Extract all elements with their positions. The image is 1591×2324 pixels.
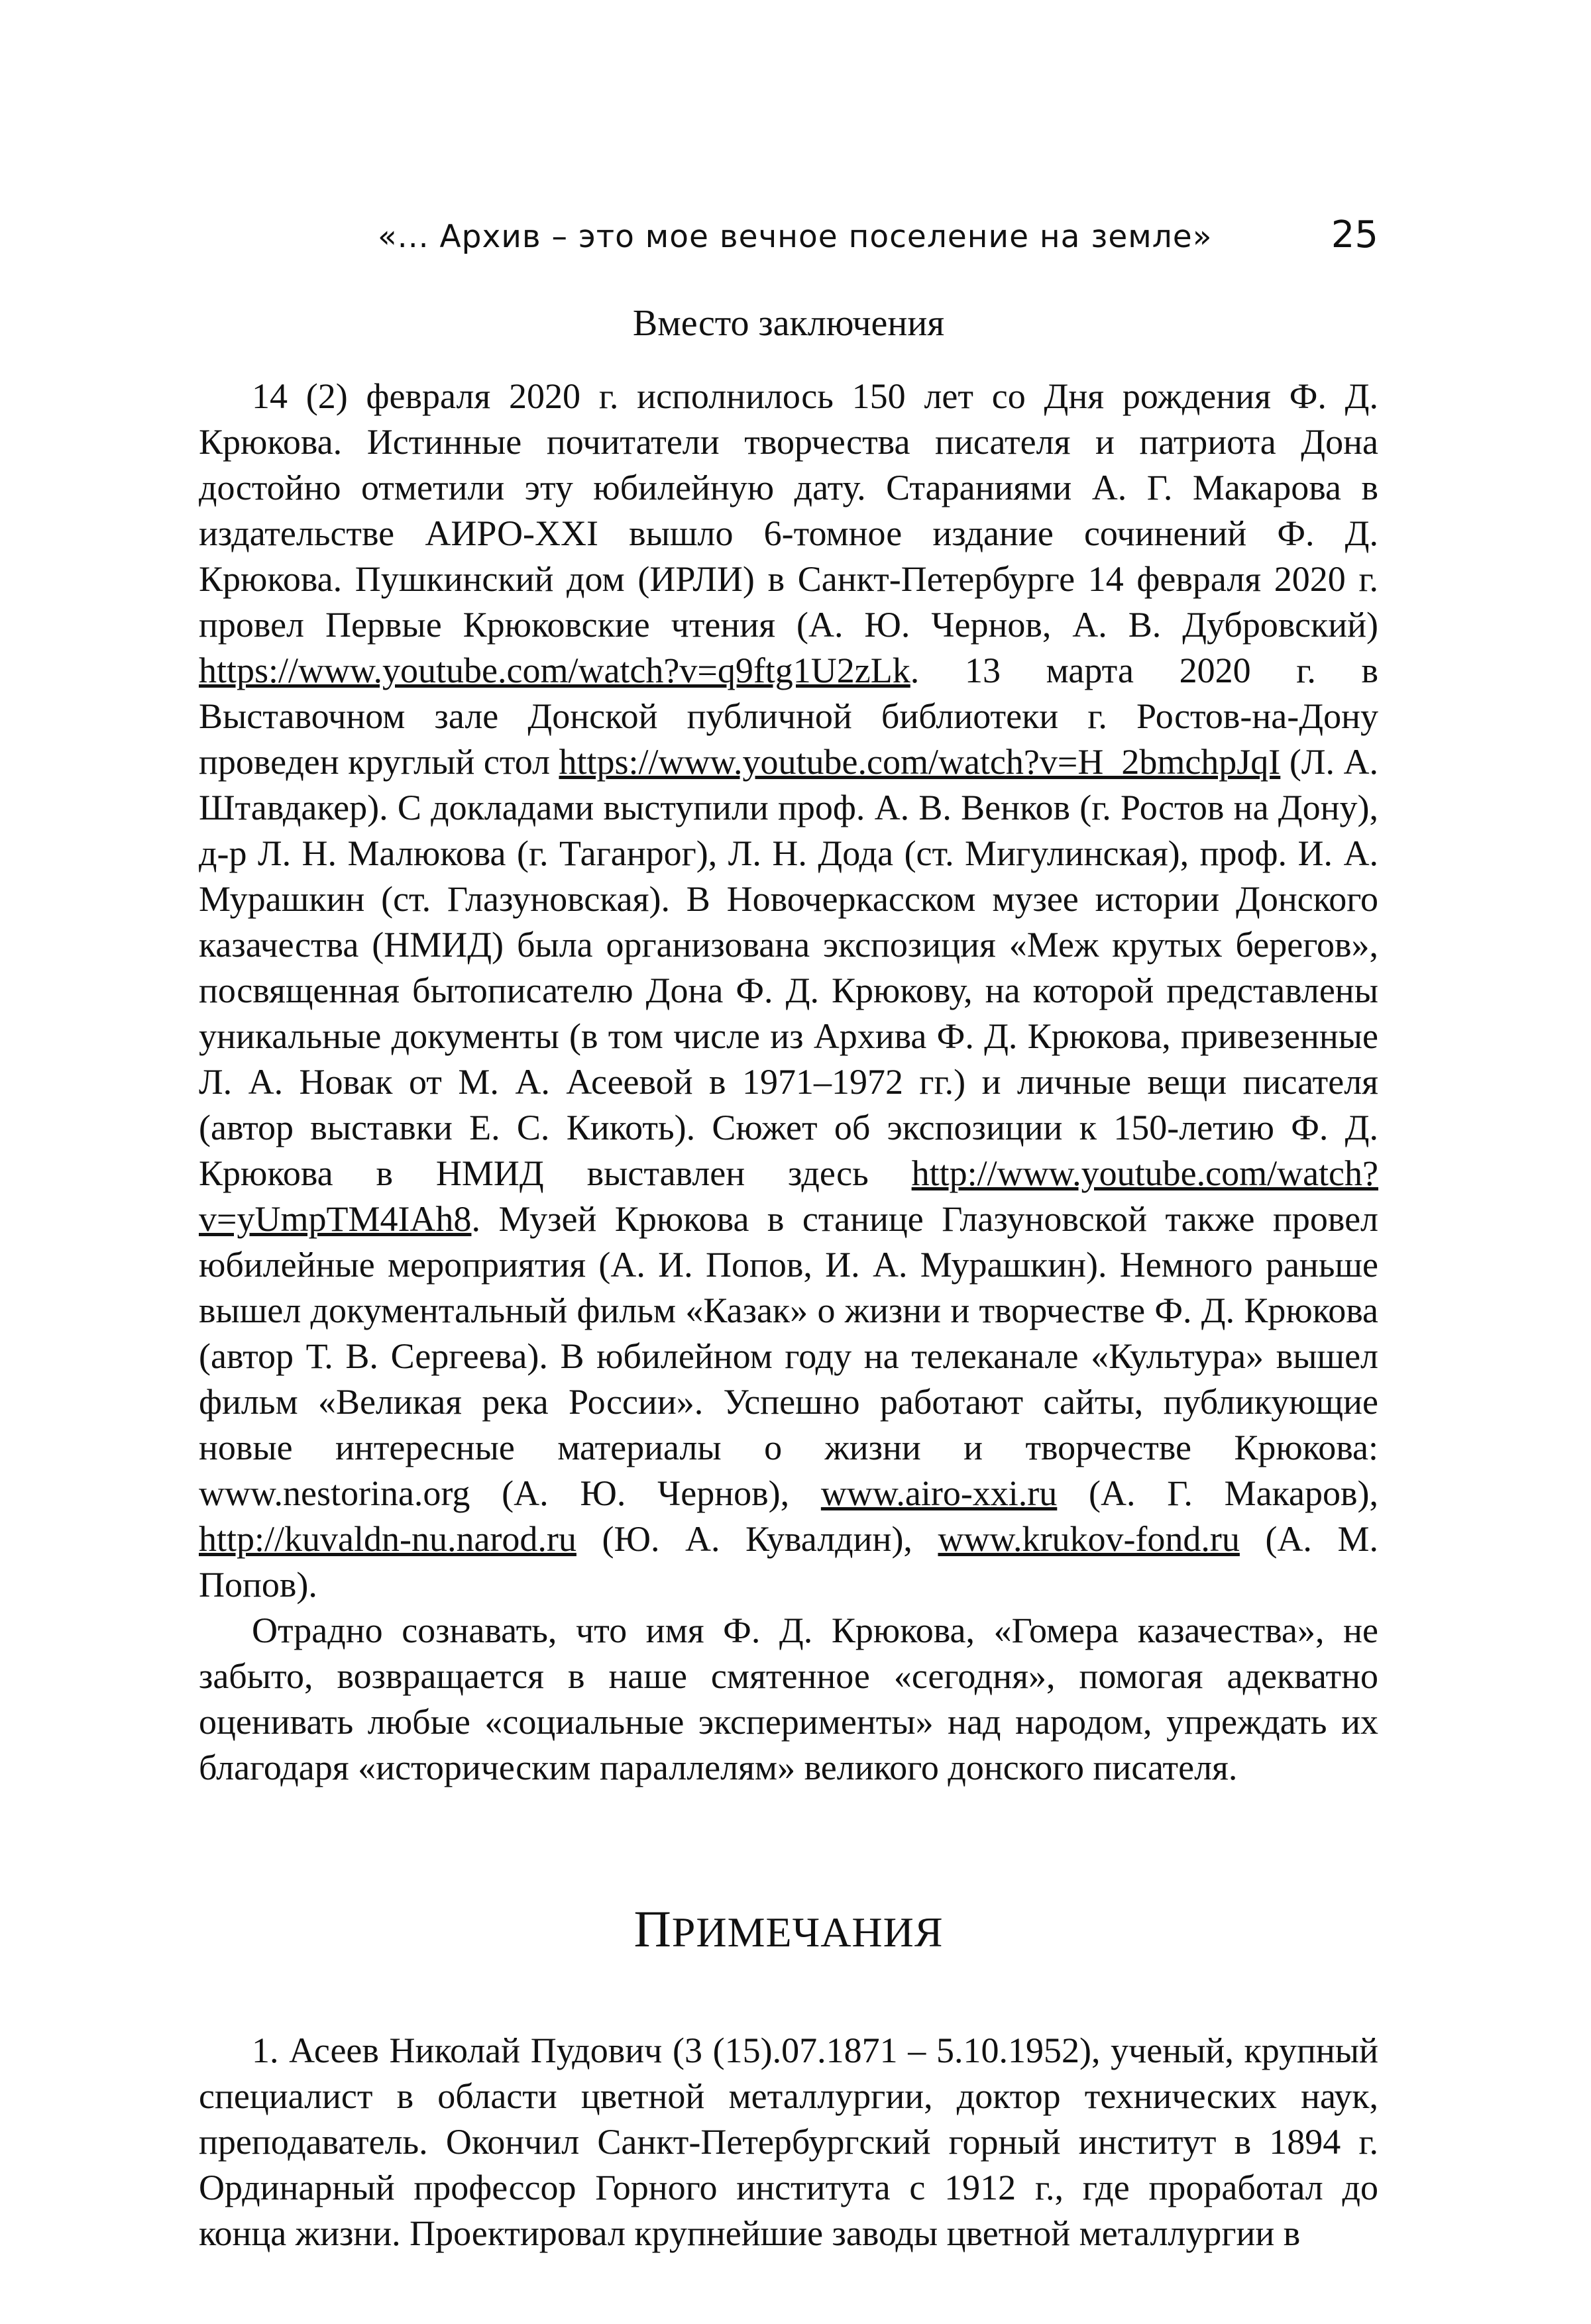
running-title: «... Архив – это мое вечное поселение на земле»	[378, 219, 1213, 255]
text-segment: (А. Г. Макаров),	[1057, 1473, 1378, 1513]
section-heading: Вместо заключения	[632, 303, 945, 344]
main-text	[199, 305, 1378, 2256]
text-segment: (Ю. А. Кувалдин),	[576, 1519, 938, 1559]
text-segment: 14 (2) февраля 2020 г. исполнилось 150 лет со Дня рождения Ф. Д. Крюкова. Истинные почитатели творчества писателя и патриота Дона достойно отметили эту юбилейную дату. Стараниями А. Г. Макарова в издательстве АИРО-XXI вышло 6-томное издание сочинений Ф. Д. Крюкова. Пушкинский дом (ИРЛИ) в Санкт-Петербурге 14 февраля 2020 г. провел Первые Крюковские чтения (А. Ю. Чернов, А. В. Дубровский)	[199, 376, 1378, 645]
paragraph-1	[199, 374, 1378, 1608]
link-krukov-fond[interactable]: www.krukov-fond.ru	[938, 1519, 1240, 1559]
link-youtube-2[interactable]: https://www.youtube.com/watch?v=H_2bmchpJqI	[559, 742, 1281, 782]
link-youtube-1[interactable]: https://www.youtube.com/watch?v=q9ftg1U2zLk	[199, 651, 910, 690]
text-segment: . Музей Крюкова в станице Глазуновской также провел юбилейные мероприятия (А. И. Попов, И. А. Мурашкин). Немного раньше вышел документальный фильм «Казак» о жизни и творчестве Ф. Д. Крюкова (автор Т. В. Сергеева). В юбилейном году на телеканале «Культура» вышел фильм «Великая река России». Успешно работают сайты, публикующие новые интересные материалы о жизни и творчестве Крюкова: www.nestorina.org (А. Ю. Чернов),	[199, 1199, 1378, 1513]
text-segment: (А. М. Попов).	[199, 1519, 1378, 1605]
paragraph-2: Отрадно сознавать, что имя Ф. Д. Крюкова, «Гомера казачества», не забыто, возвращается в наше смятенное «сегодня», помогая адекватно оценивать любые «социальные эксперименты» над народом, упреждать их благодаря «историческим параллелям» великого донского писателя.	[199, 1611, 1378, 1787]
note-1: 1. Асеев Николай Пудович (3 (15).07.1871 – 5.10.1952), ученый, крупный специалист в области цветной металлургии, доктор технических наук, преподаватель. Окончил Санкт-Петербургский горный институт в 1894 г. Ординарный профессор Горного института с 1912 г., где проработал до конца жизни. Проектировал крупнейшие заводы цветной металлургии в	[199, 2031, 1378, 2253]
notes-heading-rest: РИМЕЧАНИЯ	[671, 1909, 944, 1956]
text-segment: . 13 марта 2020 г. в Выставочном зале Донской публичной библиотеки г. Ростов-на-Дону проведен круглый стол	[199, 651, 1378, 782]
link-kuvaldn[interactable]: http://kuvaldn-nu.narod.ru	[199, 1519, 576, 1559]
page-number: 25	[1331, 213, 1378, 256]
notes-heading	[199, 1900, 1378, 1958]
text-segment: (Л. А. Штавдакер). С докладами выступили проф. А. В. Венков (г. Ростов на Дону), д-р Л. Н. Малюкова (г. Таганрог), Л. Н. Дода (ст. Мигулинская), проф. И. А. Мурашкин (ст. Глазуновская). В Новочеркасском музее истории Донского казачества (НМИД) была организована экспозиция «Меж крутых берегов», посвященная бытописателю Дона Ф. Д. Крюкову, на которой представлены уникальные документы (в том числе из Архива Ф. Д. Крюкова, привезенные Л. А. Новак от М. А. Асеевой в 1971–1972 гг.) и личные вещи писателя (автор выставки Е. С. Кикоть). Сюжет об экспозиции к 150-летию Ф. Д. Крюкова в НМИД выставлен здесь	[199, 742, 1378, 1193]
notes-heading-initial: П	[633, 1900, 672, 1958]
page-header	[199, 213, 1378, 278]
link-youtube-3[interactable]: http://www.youtube.com/watch?v=yUmpTM4IAh8	[199, 1153, 1378, 1239]
link-airo-xxi[interactable]: www.airo-xxi.ru	[820, 1473, 1058, 1513]
